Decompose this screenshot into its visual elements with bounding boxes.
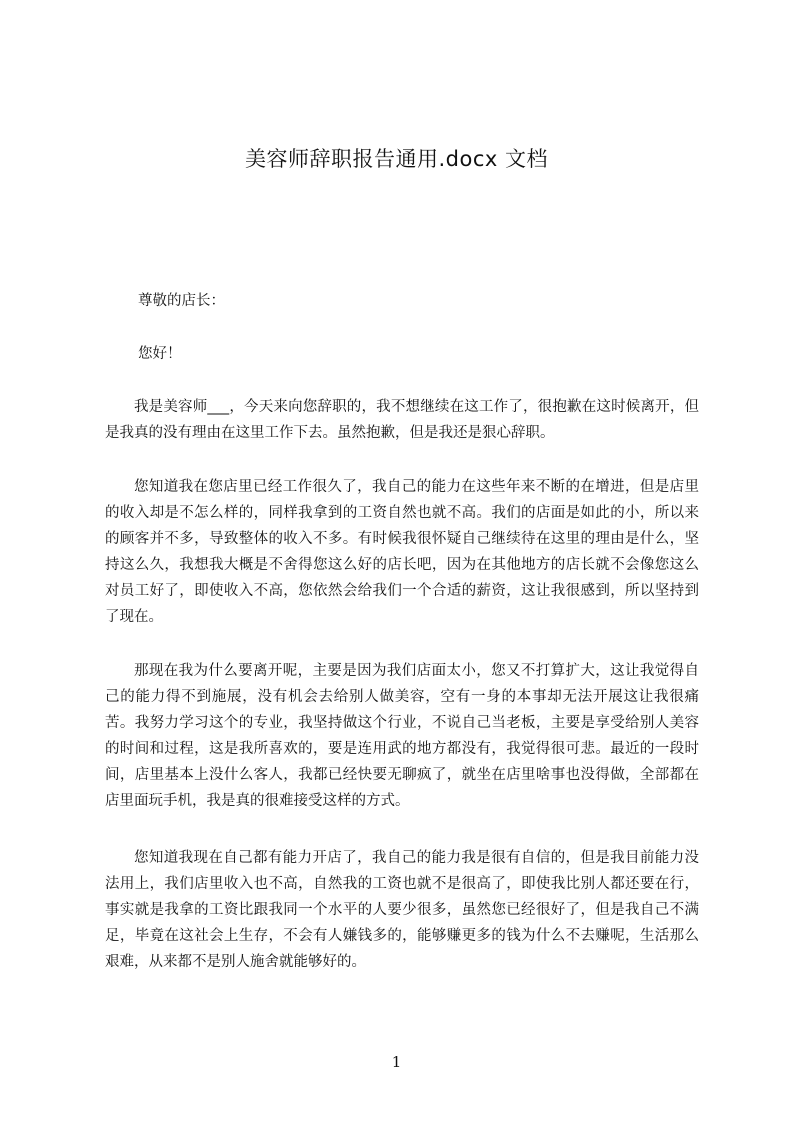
greeting: 您好！ — [138, 346, 182, 362]
paragraph-4: 您知道我现在自己都有能力开店了，我自己的能力我是很有自信的，但是我目前能力没法用上，我们店里收入也不高，自然我的工资也就不是很高了，即使我比别人都还要在行，事实就是我拿的工资比跟我同一个水平的人要少很多，虽然您已经很好了，但是我自己不满足，毕竟在这社会上生存，不会有人嫌钱多的，能够赚更多的钱为什么不去赚呢，生活那么艰难，从来都不是别人施舍就能够好的。 — [105, 850, 699, 970]
paragraph-1: 我是美容师___，今天来向您辞职的，我不想继续在这工作了，很抱歉在这时候离开，但是我真的没有理由在这里工作下去。虽然抱歉，但是我还是狠心辞职。 — [105, 399, 699, 441]
paragraph-3: 那现在我为什么要离开呢，主要是因为我们店面太小，您又不打算扩大，这让我觉得自己的能力得不到施展，没有机会去给别人做美容，空有一身的本事却无法开展这让我很痛苦。我努力学习这个的专业，我坚持做这个行业，不说自己当老板，主要是享受给别人美容的时间和过程，这是我所喜欢的，要是连用武的地方都没有，我觉得很可悲。最近的一段时间，店里基本上没什么客人，我都已经快要无聊疯了，就坐在店里啥事也没得做，全部都在店里面玩手机，我是真的很难接受这样的方式。 — [105, 663, 699, 809]
paragraph-2: 您知道我在您店里已经工作很久了，我自己的能力在这些年来不断的在增进，但是店里的收入却是不怎么样的，同样我拿到的工资自然也就不高。我们的店面是如此的小，所以来的顾客并不多，导致整体的收入不多。有时候我很怀疑自己继续待在这里的理由是什么，坚持这么久，我想我大概是不舍得您这么好的店长吧，因为在其他地方的店长就不会像您这么对员工好了，即使收入不高，您依然会给我们一个合适的薪资，这让我很感到，所以坚持到了现在。 — [105, 479, 699, 625]
document-title: 美容师辞职报告通用.docx 文档 — [244, 147, 548, 171]
salutation: 尊敬的店长： — [138, 293, 225, 309]
page-number: 1 — [391, 1053, 402, 1071]
